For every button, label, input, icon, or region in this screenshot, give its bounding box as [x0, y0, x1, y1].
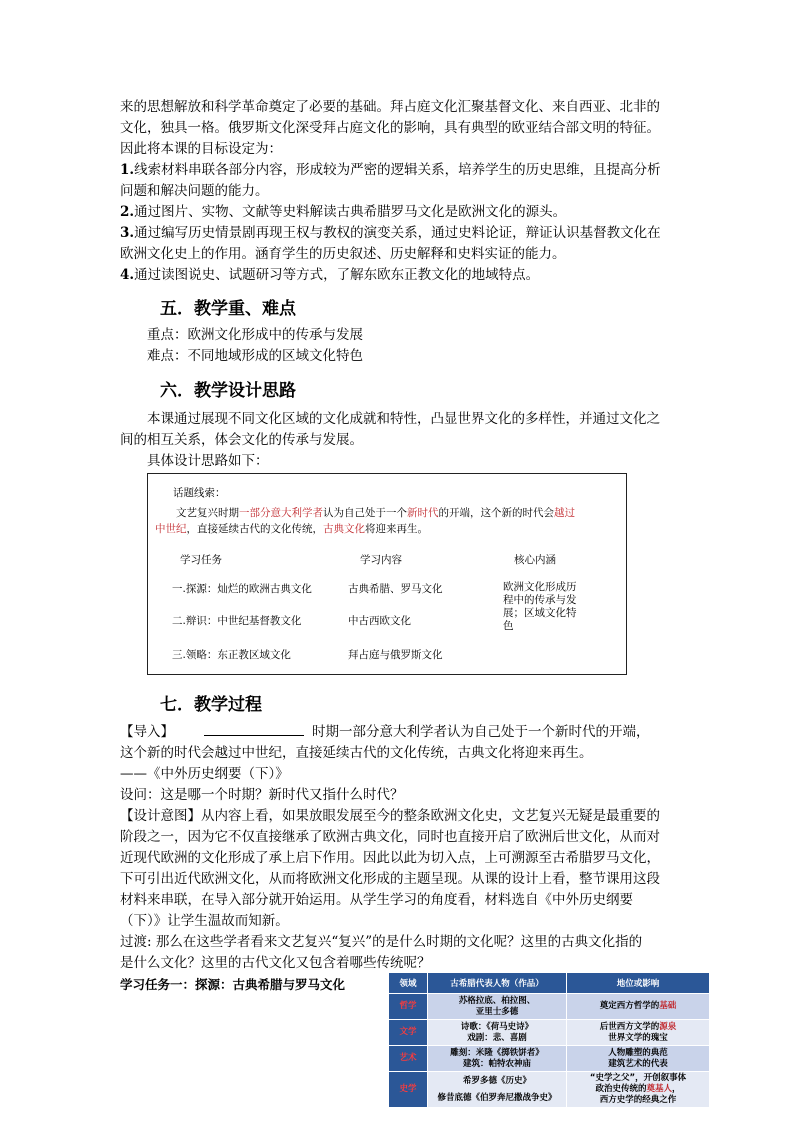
table-cell-category: 文学 — [389, 1020, 428, 1046]
design-intent-line: 下可引出近代欧洲文化，从而将欧洲文化形成的主题呈现。从课的设计上看，整节课用这段 — [120, 871, 660, 887]
table-header: 古希腊代表人物（作品） — [428, 973, 567, 994]
flow-core-content: 欧洲文化形成历 程中的传承与发 展；区域文化特 色 — [503, 581, 577, 632]
design-intent-line: 阶段之一，因为它不仅直接继承了欧洲古典文化，同时也直接开启了欧洲后世文化，从而对 — [120, 829, 660, 845]
table-header-row — [389, 973, 710, 994]
table-cell-impact: “史学之父”，开创叙事体 政治史传统的奠基人， 西方史学的经典之作 — [567, 1072, 710, 1108]
table-cell-people: 诗歌：《荷马史诗》 戏剧：悲、喜剧 — [428, 1020, 567, 1046]
table-cell-impact: 后世西方文学的源泉 世界文学的瑰宝 — [567, 1020, 710, 1046]
greek-culture-table — [388, 972, 710, 1108]
design-flow-box — [147, 473, 627, 675]
section-6-heading: 六．教学设计思路 — [160, 381, 296, 401]
design-para-line-1: 本课通过展现不同文化区域的文化成就和特性，凸显世界文化的多样性，并通过文化之 — [147, 411, 660, 427]
lead-line-2: 这个新的时代会越过中世纪，直接延续古代的文化传统，古典文化将迎来再生。 — [120, 745, 593, 761]
flow-clue-line-1: 文艺复兴时期一部分意大利学者认为自己处于一个新时代的开端，这个新的时代会越过 — [176, 507, 575, 519]
flow-task-2: 二.辩识：中世纪基督教文化 — [172, 615, 302, 627]
key-point: 重点：欧洲文化形成中的传承与发展 — [147, 327, 363, 343]
flow-clue-line-2: 中世纪，直接延续古代的文化传统，古典文化将迎来再生。 — [155, 523, 428, 535]
difficult-point: 难点：不同地域形成的区域文化特色 — [147, 348, 363, 364]
fill-blank — [204, 722, 304, 736]
col-header-content: 学习内容 — [360, 554, 402, 566]
table-cell-people: 苏格拉底、柏拉图、 亚里士多德 — [428, 994, 567, 1020]
table-header: 地位或影响 — [567, 973, 710, 994]
design-intent-line: 近现代欧洲的文化形成了承上启下作用。因此以此为切入点，上可溯源至古希腊罗马文化， — [120, 850, 660, 866]
goal-line: 问题和解决问题的能力。 — [120, 183, 269, 199]
goal-line: 2.通过图片、实物、文献等史料解读古典希腊罗马文化是欧洲文化的源头。 — [120, 204, 567, 220]
lead-line-1: 【导入】 时期一部分意大利学者认为自己处于一个新时代的开端， — [120, 724, 650, 740]
flow-label: 话题线索： — [173, 487, 226, 499]
table-cell-impact: 人物雕塑的典范 建筑艺术的代表 — [567, 1046, 710, 1072]
table-cell-category: 史学 — [389, 1072, 428, 1108]
flow-task-3: 三.领略：东正教区域文化 — [172, 649, 291, 661]
design-intent-line-1: 【设计意图】从内容上看，如果放眼发展至今的整条欧洲文化史，文艺复兴无疑是最重要的 — [120, 808, 660, 824]
table-header: 领域 — [389, 973, 428, 994]
goal-line: 欧洲文化史上的作用。涵育学生的历史叙述、历史解释和史料实证的能力。 — [120, 246, 566, 262]
transition-line-2: 是什么文化？这里的古代文化又包含着哪些传统呢？ — [120, 955, 431, 971]
col-header-task: 学习任务 — [180, 554, 222, 566]
transition-line-1: 过渡: 那么在这些学者看来文艺复兴“复兴”的是什么时期的文化呢？这里的古典文化指的 — [120, 934, 643, 950]
design-intent-line: 材料来串联，在导入部分就开始运用。从学生学习的角度看，材料选自《中外历史纲要 — [120, 892, 633, 908]
section-5-heading: 五．教学重、难点 — [160, 299, 296, 319]
intro-line-1: 来的思想解放和科学革命奠定了必要的基础。拜占庭文化汇聚基督文化、来自西亚、北非的 — [120, 99, 660, 115]
section-7-heading: 七．教学过程 — [160, 695, 262, 715]
table-cell-category: 哲学 — [389, 994, 428, 1020]
col-header-core: 核心内涵 — [514, 554, 556, 566]
lead-question: 设问：这是哪一个时期？新时代又指什么时代？ — [120, 787, 404, 803]
table-row — [389, 994, 710, 1020]
table-cell-people: 希罗多德《历史》 修昔底德《伯罗奔尼撒战争史》 — [428, 1072, 567, 1108]
goal-line: 3.通过编写历史情景剧再现王权与教权的演变关系，通过史料论证，辩证认识基督教文化在 — [120, 225, 661, 241]
flow-task-1: 一.探源：灿烂的欧洲古典文化 — [172, 583, 312, 595]
intro-line-3: 因此将本课的目标设定为： — [120, 141, 282, 157]
task-1-heading: 学习任务一：探源：古典希腊与罗马文化 — [120, 977, 346, 992]
design-para-line-2: 间的相互关系，体会文化的传承与发展。 — [120, 432, 363, 448]
flow-content-3: 拜占庭与俄罗斯文化 — [348, 649, 443, 661]
table-row — [389, 1072, 710, 1108]
intro-line-2: 文化，独具一格。俄罗斯文化深受拜占庭文化的影响，具有典型的欧亚结合部文明的特征。 — [120, 120, 660, 136]
table-row — [389, 1020, 710, 1046]
flow-content-1: 古典希腊、罗马文化 — [348, 583, 443, 595]
lead-source: ——《中外历史纲要（下）》 — [120, 766, 289, 782]
design-intent-line: （下）》让学生温故而知新。 — [120, 913, 289, 929]
goal-line: 4.通过读图说史、试题研习等方式，了解东欧东正教文化的地域特点。 — [120, 267, 540, 283]
table-cell-category: 艺术 — [389, 1046, 428, 1072]
table-row — [389, 1046, 710, 1072]
design-para-line-3: 具体设计思路如下： — [147, 453, 269, 469]
table-cell-impact: 奠定西方哲学的基础 — [567, 994, 710, 1020]
flow-content-2: 中古西欧文化 — [348, 615, 411, 627]
table-cell-people: 雕刻：米隆《掷铁饼者》 建筑：帕特农神庙 — [428, 1046, 567, 1072]
goal-line: 1.线索材料串联各部分内容，形成较为严密的逻辑关系，培养学生的历史思维，且提高分析 — [120, 162, 661, 178]
